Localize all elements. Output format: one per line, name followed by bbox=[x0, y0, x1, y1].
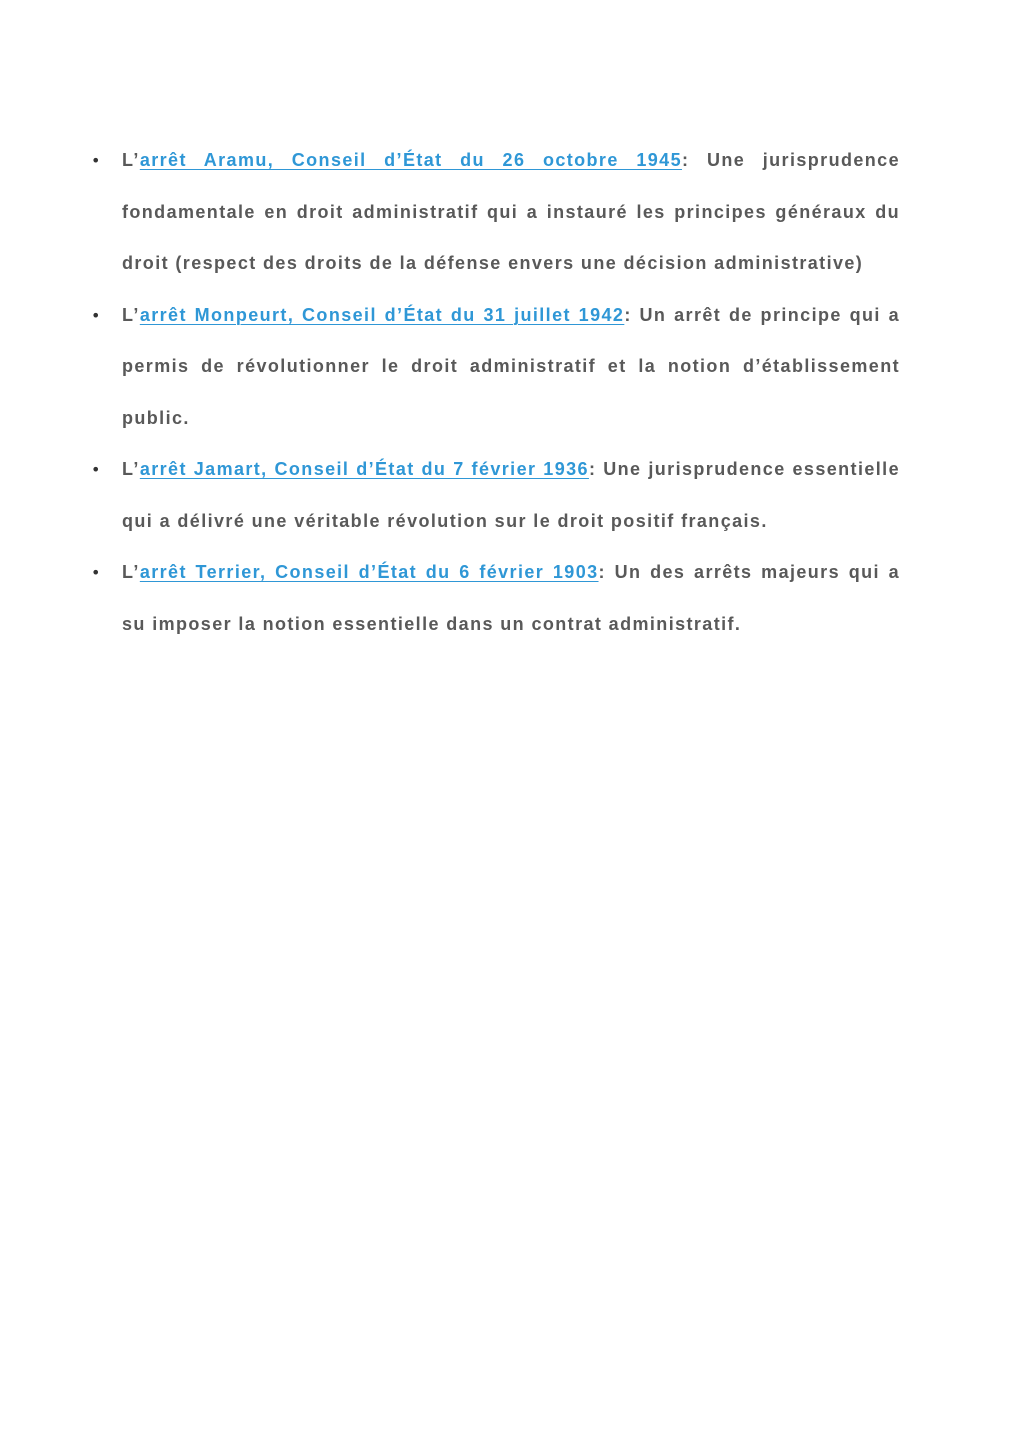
bullet-icon: • bbox=[91, 563, 101, 582]
item-description: : Une jurisprudence essentielle qui a délivré une véritable révolution sur le droit positif français. bbox=[122, 459, 900, 531]
list-item-monpeurt bbox=[0, 290, 1023, 445]
bullet-icon: • bbox=[91, 460, 101, 479]
list-item-aramu bbox=[0, 135, 1023, 290]
item-paragraph bbox=[122, 290, 900, 445]
bullet-icon: • bbox=[91, 151, 101, 170]
link-arret-monpeurt[interactable]: arrêt Monpeurt, Conseil d’État du 31 juillet 1942 bbox=[139, 304, 625, 325]
link-arret-aramu[interactable]: arrêt Aramu, Conseil d’État du 26 octobre 1945 bbox=[139, 150, 682, 170]
item-prefix: L’ bbox=[122, 459, 140, 479]
item-description: : Un arrêt de principe qui a permis de révolutionner le droit administratif et la notion d’établissement public. bbox=[122, 304, 900, 428]
bullet-icon: • bbox=[91, 305, 101, 325]
item-paragraph bbox=[122, 547, 900, 650]
link-arret-terrier[interactable]: arrêt Terrier, Conseil d’État du 6 février 1903 bbox=[139, 562, 599, 582]
item-description: : Une jurisprudence fondamentale en droit administratif qui a instauré les principes généraux du droit (respect des droits de la défense envers une décision administrative) bbox=[122, 150, 900, 273]
link-arret-jamart[interactable]: arrêt Jamart, Conseil d’État du 7 février 1936 bbox=[139, 459, 589, 479]
item-prefix: L’ bbox=[122, 562, 140, 582]
item-description: : Un des arrêts majeurs qui a su imposer la notion essentielle dans un contrat administratif. bbox=[122, 562, 900, 634]
item-prefix: L’ bbox=[122, 304, 140, 325]
item-prefix: L’ bbox=[122, 150, 140, 170]
list-item-terrier bbox=[0, 547, 1023, 650]
item-paragraph bbox=[122, 444, 900, 547]
jurisprudence-list bbox=[0, 135, 1023, 650]
list-item-jamart bbox=[0, 444, 1023, 547]
item-paragraph bbox=[122, 135, 900, 290]
